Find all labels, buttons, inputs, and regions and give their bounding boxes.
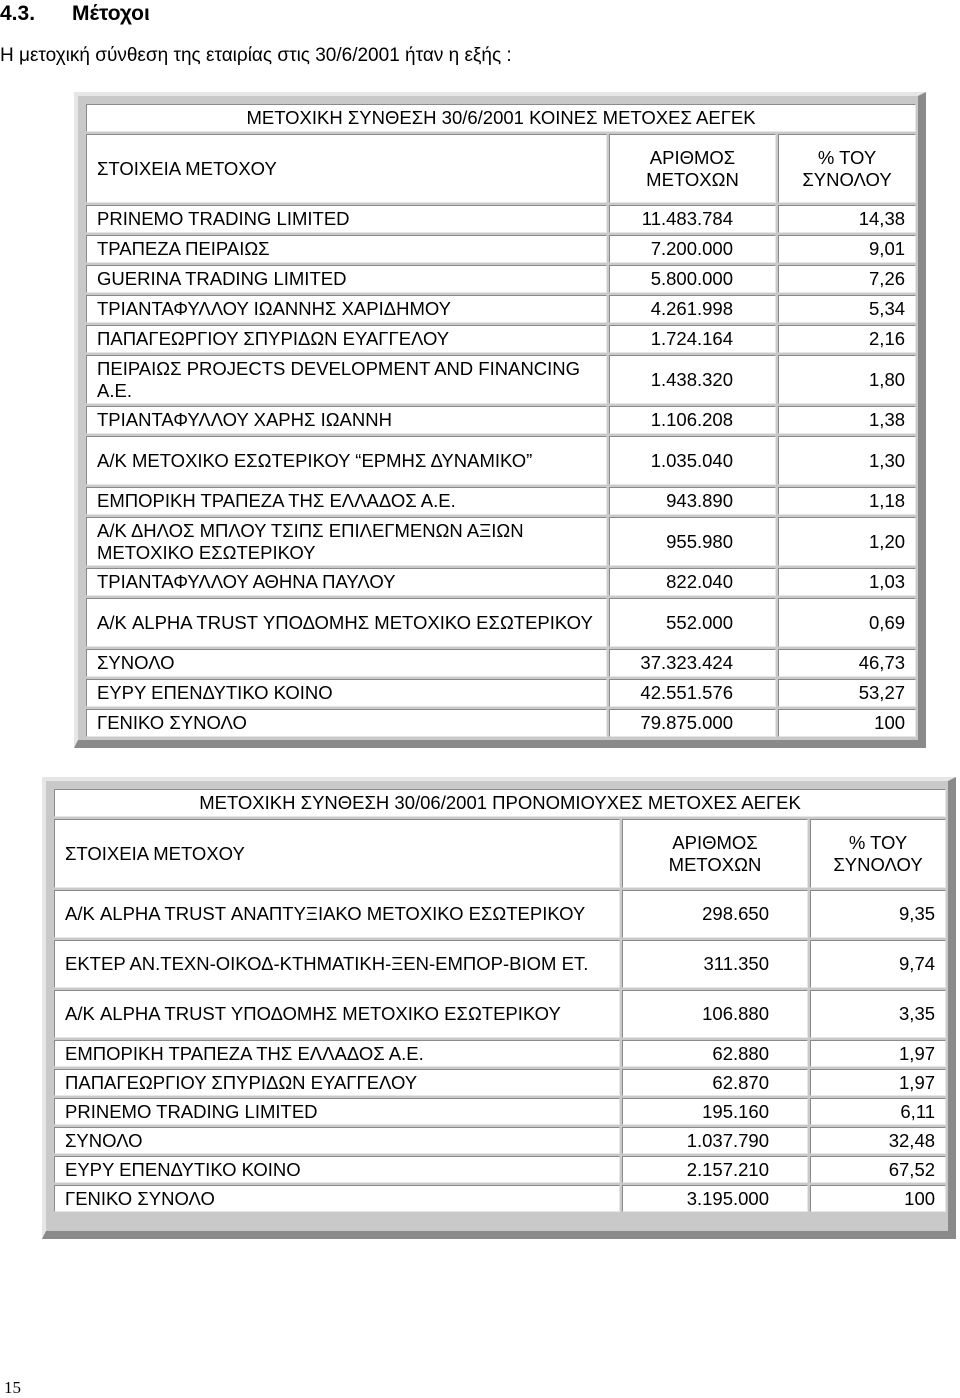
shareholder-name: ΤΡΑΠΕΖΑ ΠΕΙΡΑΙΩΣ <box>86 235 607 263</box>
share-percent: 1,97 <box>810 1069 946 1096</box>
shareholder-name: ΕΚΤΕΡ ΑΝ.ΤΕΧΝ-ΟΙΚΟΔ-ΚΤΗΜΑΤΙΚΗ-ΞΕΝ-ΕΜΠΟΡ-ΒΙΟΜ ΕΤ. <box>54 940 620 988</box>
share-percent: 2,16 <box>778 325 916 353</box>
preferred-shares-table-frame <box>42 777 956 1239</box>
shareholder-name: GUERINA TRADING LIMITED <box>86 265 607 293</box>
column-header-name: ΣΤΟΙΧΕΙΑ ΜΕΤΟΧΟΥ <box>54 819 620 888</box>
common-shares-table-frame <box>74 92 926 748</box>
share-count: 955.980 <box>609 517 776 566</box>
share-percent: 1,03 <box>778 568 916 596</box>
grand-total-percent: 100 <box>810 1185 946 1212</box>
table-title: ΜΕΤΟΧΙΚΗ ΣΥΝΘΕΣΗ 30/6/2001 ΚΟΙΝΕΣ ΜΕΤΟΧΕΣ ΑΕΓΕΚ <box>86 104 916 132</box>
total-shares: 1.037.790 <box>622 1127 808 1154</box>
shareholder-name: Α/Κ ALPHA TRUST ΥΠΟΔΟΜΗΣ ΜΕΤΟΧΙΚΟ ΕΣΩΤΕΡΙΚΟΥ <box>54 990 620 1038</box>
page-number: 15 <box>4 1378 21 1397</box>
public-float-label: ΕΥΡΥ ΕΠΕΝΔΥΤΙΚΟ ΚΟΙΝΟ <box>54 1156 620 1183</box>
share-percent: 1,38 <box>778 406 916 434</box>
shareholder-name: Α/Κ ΜΕΤΟΧΙΚΟ ΕΣΩΤΕΡΙΚΟΥ “ΕΡΜΗΣ ΔΥΝΑΜΙΚΟ” <box>86 436 607 485</box>
preferred-shares-table <box>52 787 948 1214</box>
column-header-name: ΣΤΟΙΧΕΙΑ ΜΕΤΟΧΟΥ <box>86 134 607 203</box>
share-percent: 9,01 <box>778 235 916 263</box>
total-percent: 46,73 <box>778 649 916 677</box>
share-percent: 14,38 <box>778 205 916 233</box>
grand-total-shares: 3.195.000 <box>622 1185 808 1212</box>
grand-total-percent: 100 <box>778 709 916 737</box>
section-heading <box>0 2 150 26</box>
common-shares-rows <box>86 205 916 737</box>
grand-total-label: ΓΕΝΙΚΟ ΣΥΝΟΛΟ <box>54 1185 620 1212</box>
shareholder-name: Α/Κ ΔΗΛΟΣ ΜΠΛΟΥ ΤΣΙΠΣ ΕΠΙΛΕΓΜΕΝΩΝ ΑΞΙΩΝ ΜΕΤΟΧΙΚΟ ΕΣΩΤΕΡΙΚΟΥ <box>86 517 607 566</box>
share-count: 106.880 <box>622 990 808 1038</box>
share-count: 311.350 <box>622 940 808 988</box>
shareholder-name: ΤΡΙΑΝΤΑΦΥΛΛΟΥ ΧΑΡΗΣ ΙΩΑΝΝΗ <box>86 406 607 434</box>
share-percent: 1,18 <box>778 487 916 515</box>
public-float-shares: 2.157.210 <box>622 1156 808 1183</box>
shareholder-name: ΕΜΠΟΡΙΚΗ ΤΡΑΠΕΖΑ ΤΗΣ ΕΛΛΑΔΟΣ Α.Ε. <box>54 1040 620 1067</box>
share-percent: 0,69 <box>778 598 916 647</box>
share-percent: 7,26 <box>778 265 916 293</box>
column-header-percent: % ΤΟΥ ΣΥΝΟΛΟΥ <box>778 134 916 203</box>
share-percent: 1,30 <box>778 436 916 485</box>
share-count: 5.800.000 <box>609 265 776 293</box>
grand-total-shares: 79.875.000 <box>609 709 776 737</box>
share-percent: 9,35 <box>810 890 946 938</box>
share-count: 4.261.998 <box>609 295 776 323</box>
shareholder-name: PRINEMO TRADING LIMITED <box>54 1098 620 1125</box>
share-percent: 1,97 <box>810 1040 946 1067</box>
share-count: 11.483.784 <box>609 205 776 233</box>
preferred-shares-rows <box>54 890 946 1212</box>
shareholder-name: ΠΑΠΑΓΕΩΡΓΙΟΥ ΣΠΥΡΙΔΩΝ ΕΥΑΓΓΕΛΟΥ <box>86 325 607 353</box>
shareholder-name: ΕΜΠΟΡΙΚΗ ΤΡΑΠΕΖΑ ΤΗΣ ΕΛΛΑΔΟΣ Α.Ε. <box>86 487 607 515</box>
share-percent: 6,11 <box>810 1098 946 1125</box>
share-count: 1.035.040 <box>609 436 776 485</box>
share-count: 195.160 <box>622 1098 808 1125</box>
shareholder-name: ΠΑΠΑΓΕΩΡΓΙΟΥ ΣΠΥΡΙΔΩΝ ΕΥΑΓΓΕΛΟΥ <box>54 1069 620 1096</box>
share-percent: 5,34 <box>778 295 916 323</box>
share-count: 1.106.208 <box>609 406 776 434</box>
column-header-shares: ΑΡΙΘΜΟΣ ΜΕΤΟΧΩΝ <box>609 134 776 203</box>
share-count: 552.000 <box>609 598 776 647</box>
share-count: 298.650 <box>622 890 808 938</box>
share-count: 7.200.000 <box>609 235 776 263</box>
share-percent: 1,20 <box>778 517 916 566</box>
share-percent: 1,80 <box>778 355 916 404</box>
shareholder-name: ΤΡΙΑΝΤΑΦΥΛΛΟΥ ΑΘΗΝΑ ΠΑΥΛΟΥ <box>86 568 607 596</box>
total-label: ΣΥΝΟΛΟ <box>86 649 607 677</box>
share-count: 1.724.164 <box>609 325 776 353</box>
share-count: 62.880 <box>622 1040 808 1067</box>
shareholder-name: Α/Κ ALPHA TRUST ΥΠΟΔΟΜΗΣ ΜΕΤΟΧΙΚΟ ΕΣΩΤΕΡΙΚΟΥ <box>86 598 607 647</box>
total-shares: 37.323.424 <box>609 649 776 677</box>
common-shares-table <box>84 102 918 739</box>
shareholder-name: PRINEMO TRADING LIMITED <box>86 205 607 233</box>
section-number: 4.3. <box>0 2 36 25</box>
share-percent: 9,74 <box>810 940 946 988</box>
public-float-label: ΕΥΡΥ ΕΠΕΝΔΥΤΙΚΟ ΚΟΙΝΟ <box>86 679 607 707</box>
public-float-percent: 67,52 <box>810 1156 946 1183</box>
share-count: 943.890 <box>609 487 776 515</box>
public-float-shares: 42.551.576 <box>609 679 776 707</box>
share-count: 62.870 <box>622 1069 808 1096</box>
intro-paragraph: Η μετοχική σύνθεση της εταιρίας στις 30/6/2001 ήταν η εξής : <box>0 45 512 66</box>
column-header-percent: % ΤΟΥ ΣΥΝΟΛΟΥ <box>810 819 946 888</box>
share-count: 822.040 <box>609 568 776 596</box>
table-title: ΜΕΤΟΧΙΚΗ ΣΥΝΘΕΣΗ 30/06/2001 ΠΡΟΝΟΜΙΟΥΧΕΣ ΜΕΤΟΧΕΣ ΑΕΓΕΚ <box>54 789 946 817</box>
column-header-shares: ΑΡΙΘΜΟΣ ΜΕΤΟΧΩΝ <box>622 819 808 888</box>
grand-total-label: ΓΕΝΙΚΟ ΣΥΝΟΛΟ <box>86 709 607 737</box>
share-percent: 3,35 <box>810 990 946 1038</box>
total-percent: 32,48 <box>810 1127 946 1154</box>
shareholder-name: ΠΕΙΡΑΙΩΣ PROJECTS DEVELOPMENT AND FINANCING Α.Ε. <box>86 355 607 404</box>
shareholder-name: Α/Κ ALPHA TRUST ΑΝΑΠΤΥΞΙΑΚΟ ΜΕΤΟΧΙΚΟ ΕΣΩΤΕΡΙΚΟΥ <box>54 890 620 938</box>
share-count: 1.438.320 <box>609 355 776 404</box>
public-float-percent: 53,27 <box>778 679 916 707</box>
total-label: ΣΥΝΟΛΟ <box>54 1127 620 1154</box>
shareholder-name: ΤΡΙΑΝΤΑΦΥΛΛΟΥ ΙΩΑΝΝΗΣ ΧΑΡΙΔΗΜΟΥ <box>86 295 607 323</box>
section-title: Μέτοχοι <box>72 2 150 25</box>
